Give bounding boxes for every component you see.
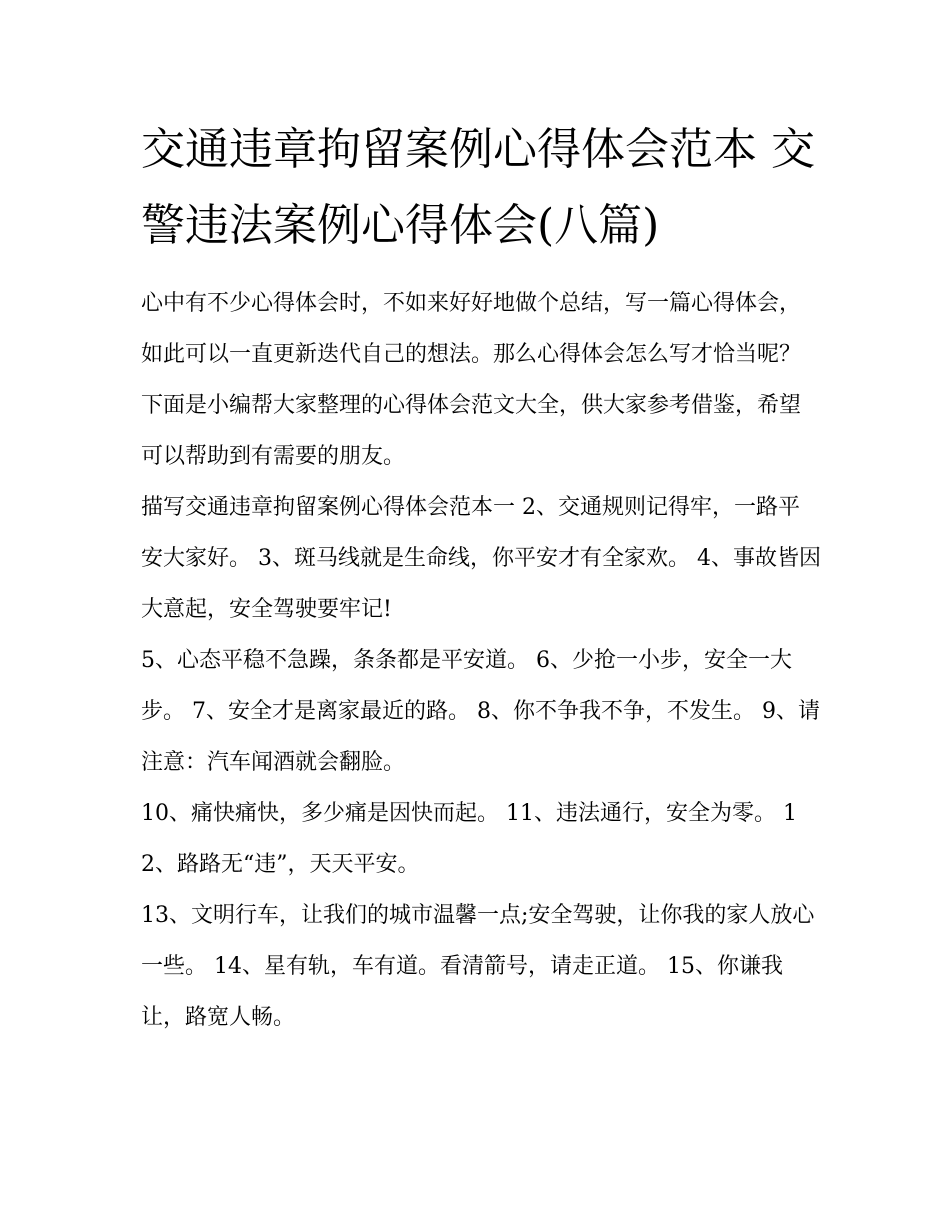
body-paragraph-3: 10、痛快痛快，多少痛是因快而起。 11、违法通行，安全为零。 12、路路无“违”，天天平安。 [141,801,797,877]
body-paragraph-4: 13、文明行车，让我们的城市温馨一点;安全驾驶，让你我的家人放心一些。 14、星有轨，车有道。看清箭号，请走正道。 15、你谦我让，路宽人畅。 [141,903,815,1030]
body-paragraph-2: 5、心态平稳不急躁，条条都是平安道。 6、少抢一小步，安全一大步。 7、安全才是离家最近的路。 8、你不争我不争，不发生。 9、请注意：汽车闻酒就会翻脸。 [141,648,820,775]
body-paragraph-1: 描写交通违章拘留案例心得体会范本一 2、交通规则记得牢，一路平安大家好。 3、斑马线就是生命线，你平安才有全家欢。 4、事故皆因大意起，安全驾驶要牢记! [141,495,821,622]
intro-paragraph: 心中有不少心得体会时，不如来好好地做个总结，写一篇心得体会，如此可以一直更新迭代自己的想法。那么心得体会怎么写才恰当呢？下面是小编帮大家整理的心得体会范文大全，供大家参考借鉴，希望可以帮助到有需要的朋友。 [141,291,802,469]
document-title: 交通违章拘留案例心得体会范本 交警违法案例心得体会(八篇) [141,124,815,251]
document-page [141,112,821,1043]
